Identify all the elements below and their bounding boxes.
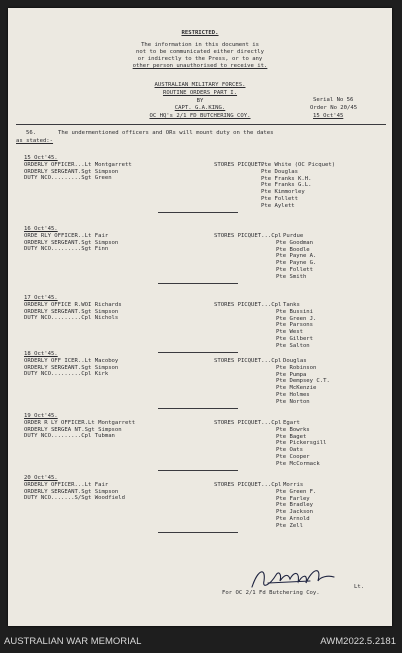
signature-for-line: For OC 2/1 Fd Butchering Coy.	[222, 590, 320, 596]
header-divider	[16, 124, 386, 125]
footer-source: AUSTRALIAN WAR MEMORIAL	[4, 636, 142, 647]
picquet-member: Pte Payne A.	[276, 253, 317, 260]
entry-date: 17 Oct'45.	[24, 295, 58, 301]
duty-line: ORDERLY OFF ICER..Lt Macoboy	[24, 358, 119, 364]
picquet-member: Pte Goodman	[276, 239, 314, 246]
picquet-member: Pte Aylett	[261, 202, 295, 209]
picquet-member: Pte Cooper	[276, 454, 310, 460]
picquet-label: STORES PICQUET...Cpl	[214, 482, 282, 488]
entry-divider	[158, 283, 238, 284]
picquet-member: Pte Pumpa	[276, 371, 307, 378]
picquet-label: STORES PICQUET...Cpl	[214, 358, 282, 364]
picquet-label: STORES PICQUET...Cpl	[214, 420, 282, 426]
entry-divider	[158, 470, 238, 471]
picquet-member: Pte Green F.	[276, 488, 317, 495]
picquet-member: Pte Franks G.L.	[261, 182, 312, 189]
duty-line: ORDE RLY OFFICER..Lt Fair	[24, 233, 109, 239]
picquet-member: Pte Bussini	[276, 308, 314, 315]
picquet-member: Pte Franks K.H.	[261, 175, 312, 182]
duty-line: ORDERLY OFFICER...Lt Fair	[24, 482, 109, 488]
picquet-member: Egart	[283, 420, 300, 426]
picquet-member: Pte Dempsey C.T.	[276, 378, 330, 385]
picquet-member: Pte Holmes	[276, 392, 310, 398]
picquet-label: STORES PICQUET...Cpl	[214, 233, 282, 239]
picquet-member: Pte Boodle	[276, 246, 310, 253]
picquet-member: Pte West	[276, 329, 303, 336]
duty-line: DUTY NCO.......S/Sgt Woodfield	[24, 495, 126, 502]
duty-line: ORDERLY SERGEANT.Sgt Simpson	[24, 364, 119, 371]
picquet-member: Pte Kimmorley	[261, 189, 305, 196]
picquet-member: Pte Follett	[276, 267, 314, 273]
picquet-member: Pte Bowrks	[276, 426, 310, 433]
entry-date: 18 Oct'45.	[24, 351, 58, 357]
picquet-member: Purdue	[283, 233, 304, 239]
picquet-member: Pte White (OC Picquet)	[261, 162, 336, 168]
entry-divider	[158, 408, 238, 409]
duty-line: ORDERLY SERGEA NT.Sgt Simpson	[24, 426, 122, 433]
entry-divider	[158, 212, 238, 213]
notice-line-2: not to be communicated either directly	[136, 49, 264, 55]
entry-divider	[158, 352, 238, 353]
intro-text-2: as stated:-	[16, 138, 54, 144]
intro-text-1: The undermentioned officers and ORs will mount duty on the dates	[58, 130, 274, 136]
notice-line-1: The information in this document is	[141, 42, 259, 48]
entry-divider	[158, 532, 238, 533]
entry-date: 16 Oct'45.	[24, 226, 58, 232]
picquet-member: Pte Salton	[276, 342, 310, 349]
title-line-3: BY	[196, 98, 204, 104]
entry-date: 15 Oct'45.	[24, 155, 58, 161]
title-line-5: OC HQ's 2/1 FD BUTCHERING COY.	[149, 113, 251, 119]
picquet-member: Pte Oats	[276, 447, 303, 454]
picquet-member: Pte Douglas	[261, 168, 299, 175]
order-number: Order No 20/45	[310, 105, 358, 111]
notice-line-4: other person unauthorised to receive it.	[132, 63, 268, 69]
duty-line: DUTY NCO.........Sgt Finn	[24, 246, 109, 253]
notice-line-3: or indirectly to the Press, or to any	[137, 56, 263, 62]
picquet-member: Pte McCormack	[276, 460, 320, 467]
picquet-member: Pte Jackson	[276, 509, 314, 516]
duty-line: DUTY NCO.........Cpl Tubman	[24, 433, 115, 440]
duty-line: ORDERLY SERGEANT.Sgt Simpson	[24, 308, 119, 315]
duty-line: ORDERLY SERGEANT.Sgt Simpson	[24, 488, 119, 495]
duty-line: DUTY NCO.........Cpl Nichols	[24, 315, 119, 322]
picquet-member: Douglas	[283, 358, 307, 364]
picquet-member: Pte Follett	[261, 196, 299, 202]
picquet-member: Pte Norton	[276, 398, 310, 405]
duty-line: ORDERLY SERGEANT.Sgt Simpson	[24, 168, 119, 175]
picquet-member: Pte Bradley	[276, 502, 314, 509]
picquet-member: Pte Green J.	[276, 315, 317, 322]
picquet-member: Morris	[283, 482, 304, 488]
picquet-member: Pte Gilbert	[276, 336, 314, 342]
order-date: 15 Oct'45	[313, 113, 344, 119]
duty-line: ORDERLY SERGEANT.Sgt Simpson	[24, 239, 119, 246]
picquet-member: Pte Parsons	[276, 322, 314, 329]
title-line-1: AUSTRALIAN MILITARY FORCES.	[154, 82, 246, 88]
picquet-member: Pte Pickersgill	[276, 440, 327, 447]
entry-date: 20 Oct'45.	[24, 475, 58, 481]
picquet-member: Pte Robinson	[276, 364, 317, 371]
picquet-member: Pte Farley	[276, 495, 310, 502]
intro-number: 56.	[26, 130, 37, 136]
picquet-label: STORES PICQUET..	[214, 162, 268, 168]
picquet-member: Pte Smith	[276, 273, 307, 280]
footer-accession: AWM2022.5.2181	[320, 636, 396, 647]
duty-line: DUTY NCO.........Sgt Green	[24, 175, 112, 182]
signature-rank: Lt.	[354, 584, 365, 590]
picquet-member: Tanks	[283, 302, 300, 308]
document-page	[8, 8, 392, 626]
restricted-heading: RESTRICTED.	[181, 30, 219, 36]
picquet-member: Pte Baget	[276, 433, 307, 440]
entry-date: 19 Oct'45.	[24, 413, 58, 419]
duty-line: ORDERLY OFFICE R.WOI Richards	[24, 302, 122, 308]
duty-line: ORDERLY OFFICER...Lt Montgarrett	[24, 162, 132, 168]
picquet-member: Pte Payne G.	[276, 260, 317, 267]
title-line-4: CAPT. G.A.KING.	[174, 105, 226, 111]
picquet-member: Pte Arnold	[276, 516, 310, 522]
picquet-member: Pte Zell	[276, 522, 303, 529]
title-line-2: ROUTINE ORDERS PART I.	[162, 90, 238, 96]
picquet-label: STORES PICQUET...Cpl	[214, 302, 282, 308]
picquet-member: Pte McKenzie	[276, 385, 317, 392]
serial-number: Serial No 56	[313, 97, 354, 103]
duty-line: ORDER R LY OFFICER.Lt Montgarrett	[24, 420, 136, 426]
duty-line: DUTY NCO.........Cpl Kirk	[24, 371, 109, 378]
